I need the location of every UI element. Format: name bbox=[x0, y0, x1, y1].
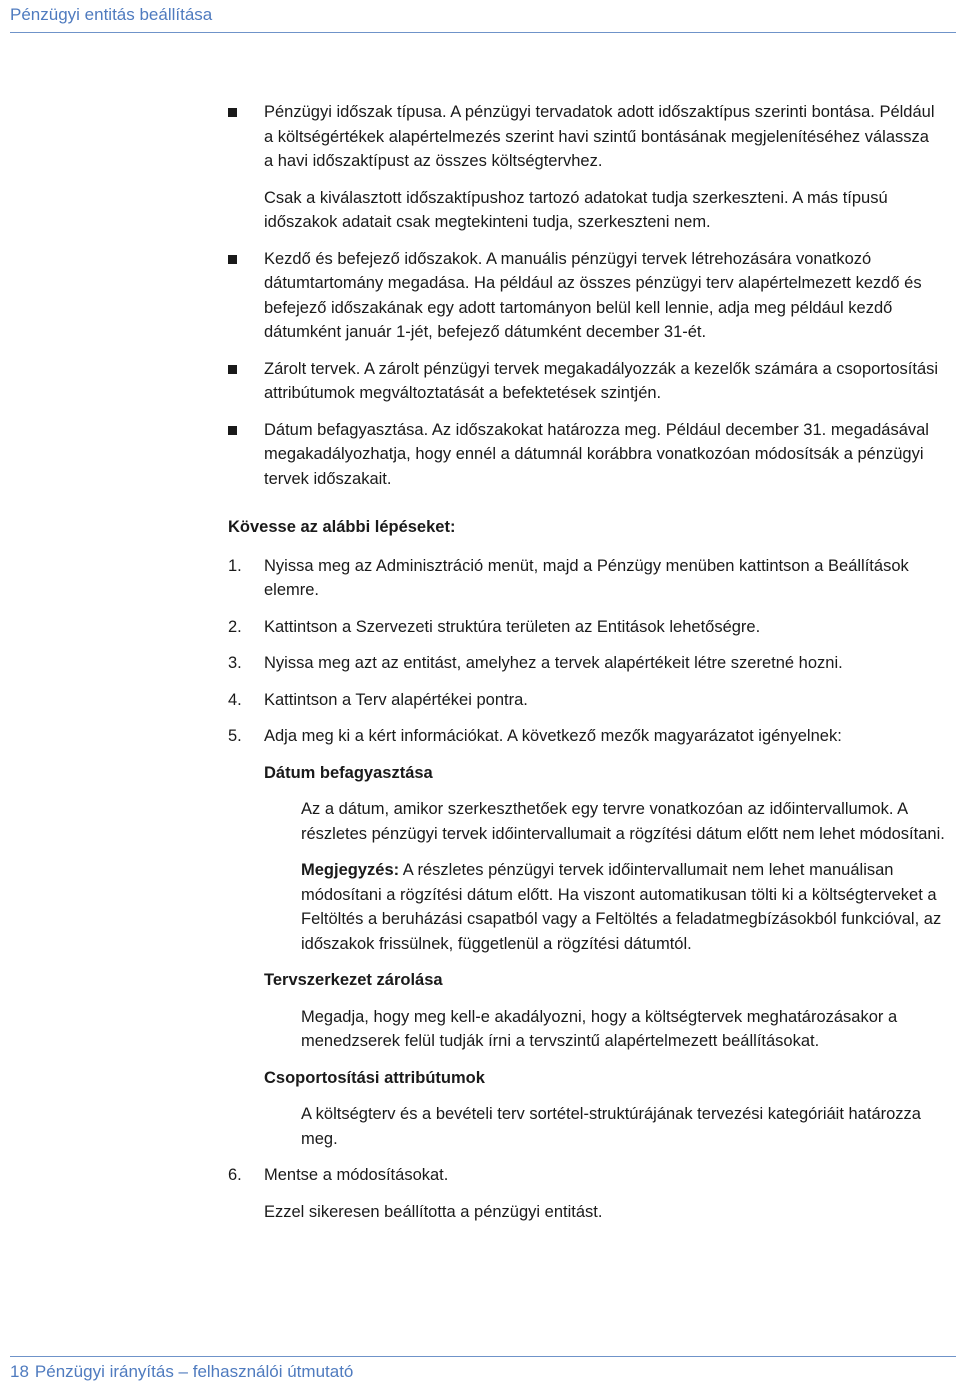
step-item bbox=[0, 554, 960, 603]
bullet-item bbox=[0, 100, 960, 174]
step-item bbox=[0, 651, 960, 676]
page-footer bbox=[10, 1361, 359, 1383]
steps-heading: Kövesse az alábbi lépéseket: bbox=[228, 518, 456, 536]
step-item bbox=[0, 1163, 960, 1188]
note-label: Megjegyzés: bbox=[301, 861, 400, 879]
step-text: Mentse a módosításokat. bbox=[264, 1166, 449, 1184]
page-content bbox=[0, 100, 960, 1236]
note-paragraph bbox=[0, 858, 960, 956]
bullet-square-icon bbox=[228, 255, 237, 264]
step-text: Kattintson a Terv alapértékei pontra. bbox=[264, 690, 528, 709]
field-title-date-freeze: Dátum befagyasztása bbox=[264, 763, 433, 782]
field-title-grouping-attrs: Csoportosítási attribútumok bbox=[264, 1068, 485, 1087]
step-text: Kattintson a Szervezeti struktúra területen az Entitások lehetőségre. bbox=[264, 617, 761, 636]
footer-divider bbox=[10, 1356, 956, 1357]
page-header: Pénzügyi entitás beállítása bbox=[10, 4, 956, 33]
step-number: 3. bbox=[228, 654, 242, 672]
bullet-item bbox=[0, 247, 960, 345]
step-number: 5. bbox=[228, 727, 242, 745]
footer-title: Pénzügyi irányítás – felhasználói útmutató bbox=[34, 1362, 354, 1381]
bullet-text: Zárolt tervek. A zárolt pénzügyi tervek megakadályozzák a kezelők számára a csoportosítási attribútumok megváltoztatását a befektetések szintjén. bbox=[264, 359, 939, 402]
step-number: 2. bbox=[228, 617, 242, 636]
field-desc-structure-lock: Megadja, hogy meg kell-e akadályozni, hogy a költségtervek meghatározásakor a menedzserek felül tudják írni a tervszintű alapértelmezett beállításokat. bbox=[301, 1007, 898, 1050]
note-text: A részletes pénzügyi tervek időintervallumait nem lehet manuálisan módosítani a rögzítési dátum előtt. Ha viszont automatikusan tölti ki a költségterveket a Feltöltés a beruházási csapatból vagy a Feltöltés a feladatmegbízásokból funkcióval, az időszakok frissülnek, függetlenül a rögzítési dátumtól. bbox=[301, 861, 942, 953]
bullet-item bbox=[0, 357, 960, 406]
step-number: 1. bbox=[228, 556, 242, 575]
field-desc-grouping-attrs: A költségterv és a bevételi terv sortétel-struktúrájának tervezési kategóriáit határozza meg. bbox=[301, 1105, 921, 1148]
page-number: 18 bbox=[10, 1362, 29, 1381]
field-title-structure-lock: Tervszerkezet zárolása bbox=[264, 971, 443, 989]
field-desc-date-freeze: Az a dátum, amikor szerkeszthetőek egy tervre vonatkozóan az időintervallumok. A részletes pénzügyi tervek időintervallumait a rögzítési dátum előtt nem lehet módosítani. bbox=[301, 800, 945, 843]
bullet-note: Csak a kiválasztott időszaktípushoz tartozó adatokat tudja szerkeszteni. A más típusú időszakok adatait csak megtekinteni tudja, szerkeszteni nem. bbox=[264, 188, 888, 231]
step-number: 6. bbox=[228, 1166, 242, 1184]
bullet-square-icon bbox=[228, 108, 237, 117]
step-text: Adja meg ki a kért információkat. A következő mezők magyarázatot igényelnek: bbox=[264, 727, 842, 745]
step-item bbox=[0, 688, 960, 713]
bullet-item bbox=[0, 418, 960, 492]
bullet-text: Dátum befagyasztása. Az időszakokat határozza meg. Például december 31. megadásával megakadályozhatja, hogy ennél a dátumnál korábbra vonatkozóan módosítsák a pénzügyi tervek időszakait. bbox=[264, 420, 929, 488]
bullet-text: Pénzügyi időszak típusa. A pénzügyi tervadatok adott időszaktípus szerinti bontása. Például a költségértékek alapértelmezés szerint havi szintű bontásának megjelenítéséhez válassza a havi időszaktípust az összes költségtervhez. bbox=[264, 103, 935, 170]
step-text: Nyissa meg az Adminisztráció menüt, majd a Pénzügy menüben kattintson a Beállítások elemre. bbox=[264, 556, 909, 599]
step-item bbox=[0, 615, 960, 640]
step-number: 4. bbox=[228, 690, 242, 709]
step-text: Nyissa meg azt az entitást, amelyhez a tervek alapértékeit létre szeretné hozni. bbox=[264, 654, 843, 672]
final-message: Ezzel sikeresen beállította a pénzügyi entitást. bbox=[264, 1202, 603, 1221]
bullet-text: Kezdő és befejező időszakok. A manuális pénzügyi tervek létrehozására vonatkozó dátumtartomány megadása. Ha például az összes pénzügyi terv alapértelmezett kezdő és befejező időszakának egy adott tartományon belül kell lennie, adja meg például kezdő dátumként január 1-jét, befejező dátumként december 31-ét. bbox=[264, 249, 922, 341]
bullet-square-icon bbox=[228, 426, 237, 435]
step-item bbox=[0, 724, 960, 749]
bullet-square-icon bbox=[228, 365, 237, 374]
